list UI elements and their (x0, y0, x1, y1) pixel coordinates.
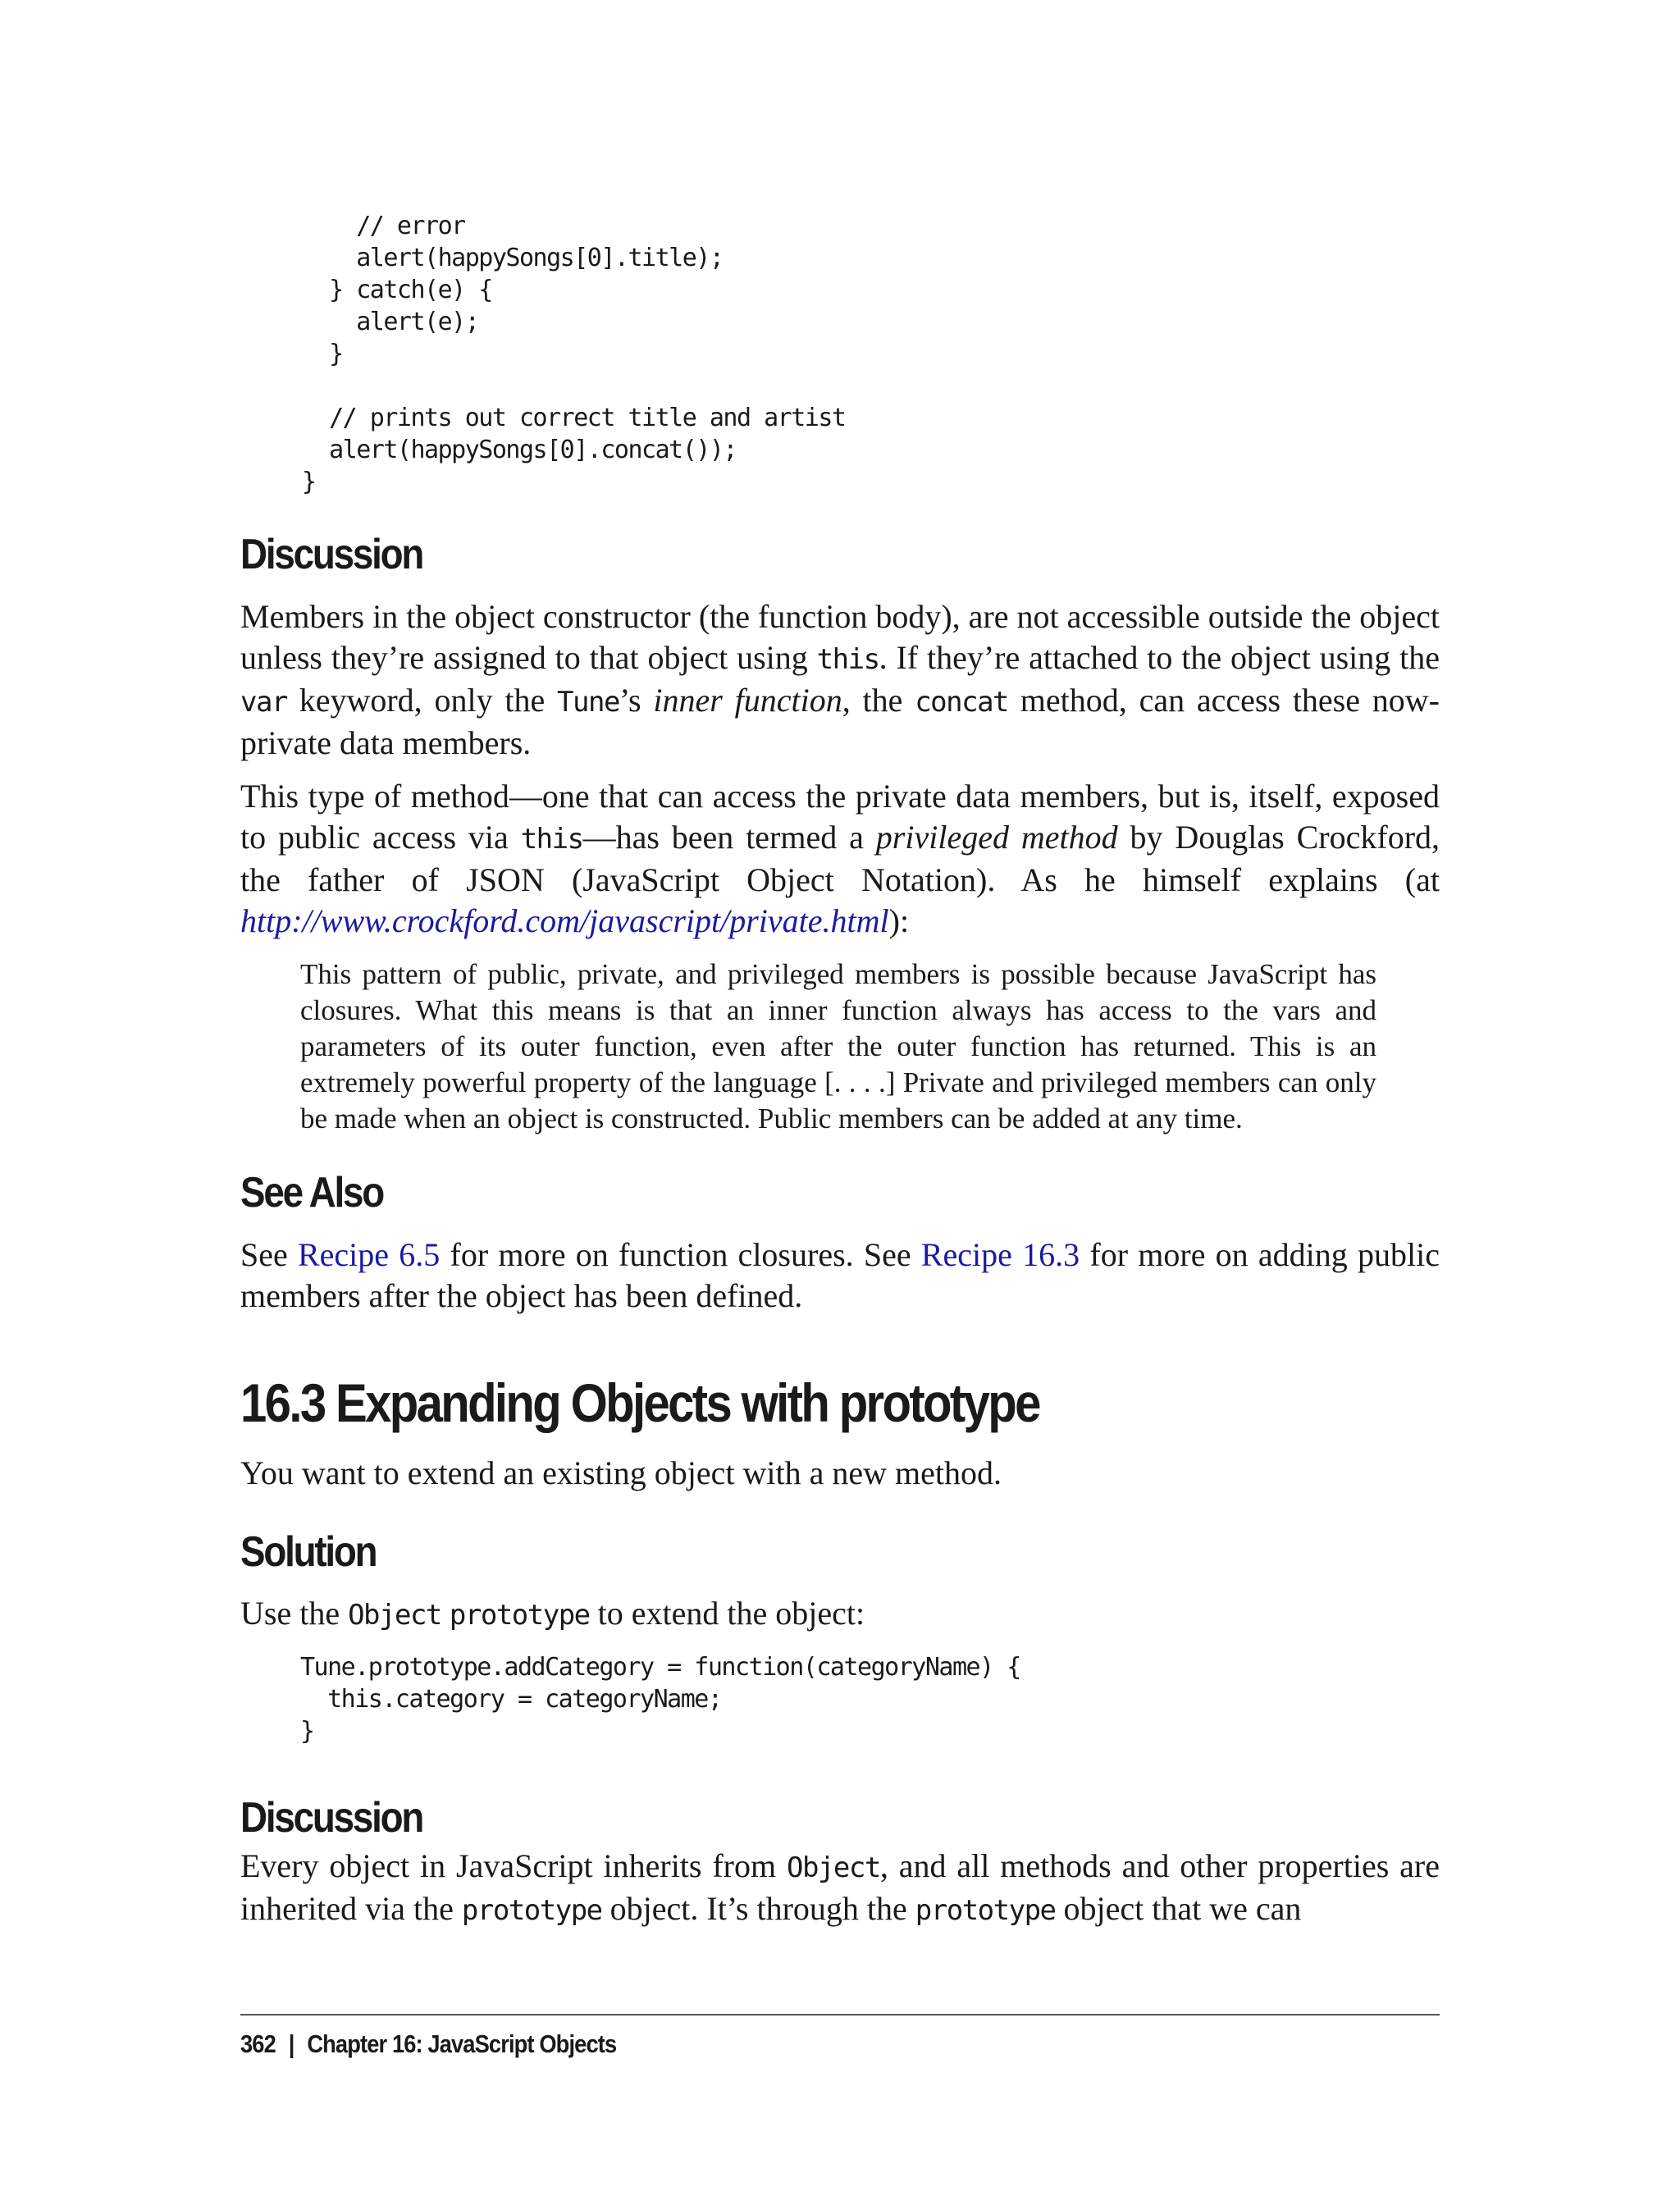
recipe-6-5-link[interactable]: Recipe 6.5 (297, 1236, 441, 1273)
inline-code: var (240, 686, 287, 719)
text-run: for more on adding public members after the object has been defined. (240, 1236, 1440, 1314)
text-run: for more on function closures. See (440, 1236, 921, 1273)
section-heading-discussion-2: Discussion (240, 1794, 423, 1842)
solution-paragraph (240, 1593, 1440, 1636)
text-run: ’s (619, 682, 654, 719)
inline-code: Object (348, 1599, 441, 1632)
inline-code: Object (787, 1851, 880, 1884)
inline-code: this (816, 643, 879, 676)
discussion-paragraph-2 (240, 776, 1440, 942)
text-run: Members in the object constructor (the function body), are not accessible outside the object unless they’re assigned to that object using (240, 598, 1440, 676)
text-run: , the (842, 682, 915, 719)
inline-code: prototype (461, 1894, 602, 1927)
section-heading-discussion: Discussion (240, 531, 423, 578)
text-run: by Douglas Crockford, the father of JSON (JavaScript Object Notation). As he himself explains (at (240, 819, 1440, 898)
text-run: object. It’s through the (601, 1890, 915, 1927)
footer-rule (240, 2014, 1440, 2016)
inline-code: concat (915, 686, 1009, 719)
section-heading-see-also: See Also (240, 1169, 384, 1217)
italic-term: privileged method (875, 819, 1118, 856)
text-run: This type of method—one that can access the private data members, but is, itself, exposed to public access via (240, 778, 1440, 856)
text-run: Every object in JavaScript inherits from (240, 1847, 787, 1884)
text-run: to extend the object: (589, 1595, 865, 1632)
text-run: ): (888, 902, 910, 939)
chapter-title: Chapter 16: JavaScript Objects (307, 2029, 617, 2058)
block-quote: This pattern of public, private, and privileged members is possible because JavaScript has closures. What this means is that an inner function always has access to the vars and parameters of its outer function, even after the outer function has returned. This is an extremely powerful property of the language [. . . .] Private and privileged members can only be made when an object is constructed. Public members can be added at any time. (300, 958, 1376, 1134)
crockford-link[interactable]: http://www.crockford.com/javascript/private.html (240, 902, 889, 939)
page-number: 362 (240, 2029, 276, 2058)
text-run: . If they’re attached to the object using the (879, 639, 1440, 676)
discussion-paragraph-1 (240, 596, 1440, 764)
text-run: method, can access these now-private data members. (240, 682, 1440, 761)
footer-separator: | (288, 2029, 294, 2058)
inline-code: prototype (915, 1894, 1056, 1927)
recipe-title: 16.3 Expanding Objects with prototype (240, 1372, 1039, 1433)
text-run: object that we can (1055, 1890, 1302, 1927)
text-run: —has been termed a (582, 819, 876, 856)
discussion-2-paragraph (240, 1846, 1440, 1931)
code-block-solution: Tune.prototype.addCategory = function(categoryName) { this.category = categoryName; } (300, 1653, 1020, 1746)
see-also-paragraph (240, 1235, 1440, 1317)
inline-code: prototype (449, 1599, 590, 1632)
page-footer (240, 2029, 616, 2059)
text-run: keyword, only the (286, 682, 558, 719)
text-run: Use the (240, 1595, 349, 1632)
text-run: , and all methods and other properties are inherited via the (240, 1847, 1440, 1927)
section-heading-solution: Solution (240, 1528, 377, 1576)
text-run: See (240, 1236, 298, 1273)
italic-term: inner function (653, 682, 842, 719)
problem-statement: You want to extend an existing object with a new method. (240, 1454, 1002, 1491)
inline-code: Tune (557, 686, 619, 719)
code-block-top: // error alert(happySongs[0].title); } catch(e) { alert(e); } // prints out correct title and artist alert(happySongs[0].concat()); } (302, 212, 846, 496)
inline-code: this (520, 823, 583, 856)
recipe-16-3-link[interactable]: Recipe 16.3 (920, 1236, 1080, 1273)
